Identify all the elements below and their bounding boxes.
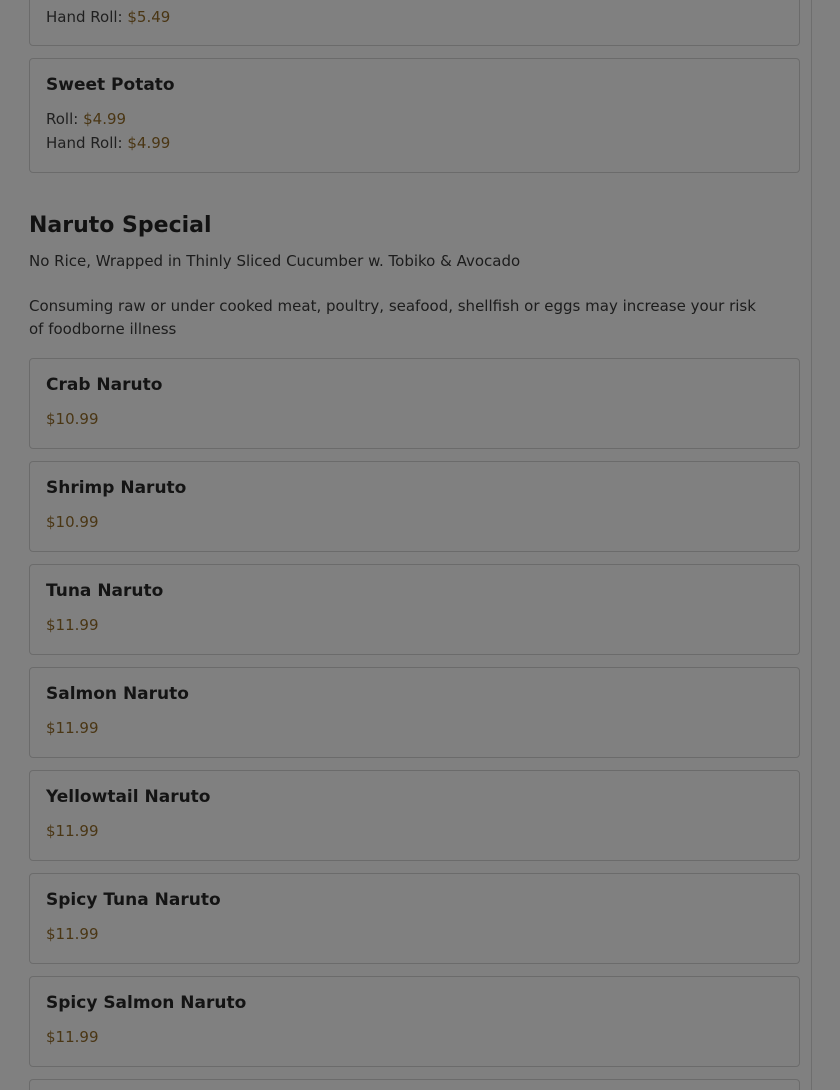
section-title: Naruto Special [29, 213, 212, 238]
item-price: $11.99 [46, 719, 99, 737]
menu-item-card[interactable] [29, 667, 800, 758]
item-price: $11.99 [46, 1028, 99, 1046]
item-name: Spicy Tuna Naruto [46, 890, 221, 910]
item-price: $11.99 [46, 822, 99, 840]
menu-item-card[interactable] [29, 873, 800, 964]
menu-item-card[interactable] [29, 358, 800, 449]
item-name: Salmon Naruto [46, 684, 189, 704]
section-subtitle: No Rice, Wrapped in Thinly Sliced Cucumber w. Tobiko & Avocado [29, 252, 521, 270]
item-name: Sweet Potato [46, 75, 175, 95]
item-price: $10.99 [46, 410, 99, 428]
scroll-divider [811, 0, 812, 1090]
item-price: $11.99 [46, 925, 99, 943]
item-price: $10.99 [46, 513, 99, 531]
item-name: Crab Naruto [46, 375, 163, 395]
menu-item-card[interactable] [29, 1079, 800, 1090]
item-name: Shrimp Naruto [46, 478, 187, 498]
menu-item-card[interactable] [29, 58, 800, 173]
menu-item-card[interactable] [29, 976, 800, 1067]
menu-item-card[interactable] [29, 770, 800, 861]
roll-price-line [46, 110, 126, 128]
hand-roll-label: Hand Roll: [46, 134, 123, 152]
menu-item-card[interactable] [29, 461, 800, 552]
hand-roll-label: Hand Roll: [46, 8, 123, 26]
item-name: Tuna Naruto [46, 581, 164, 601]
item-name: Spicy Salmon Naruto [46, 993, 247, 1013]
hand-roll-price-line [46, 8, 170, 26]
menu-item-card[interactable] [29, 564, 800, 655]
hand-roll-price: $4.99 [127, 134, 171, 152]
roll-price: $4.99 [83, 110, 127, 128]
hand-roll-price: $5.49 [127, 8, 171, 26]
menu-item-card[interactable] [29, 0, 800, 46]
item-price: $11.99 [46, 616, 99, 634]
hand-roll-price-line [46, 134, 170, 152]
item-name: Yellowtail Naruto [46, 787, 211, 807]
health-disclaimer: Consuming raw or under cooked meat, poultry, seafood, shellfish or eggs may increase your risk of foodborne illness [29, 297, 756, 338]
roll-label: Roll: [46, 110, 79, 128]
